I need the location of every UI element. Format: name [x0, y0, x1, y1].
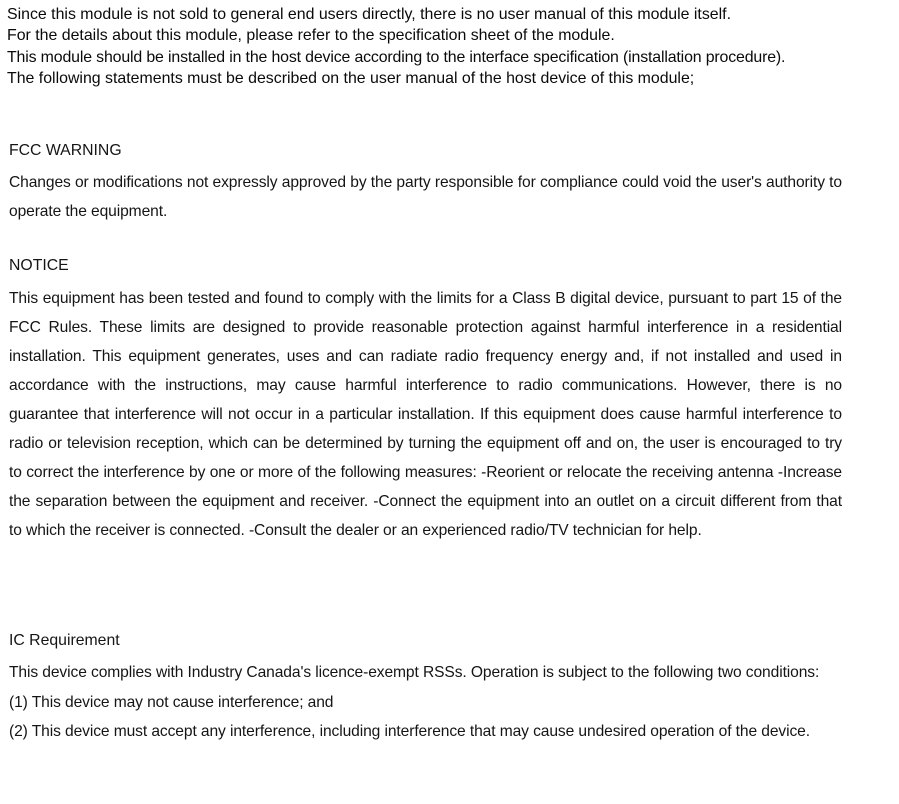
ic-condition-2: (2) This device must accept any interference, including interference that may cause undesired operation of the device. — [9, 722, 810, 740]
intro-line-3: This module should be installed in the host device according to the interface specification (installation procedure). — [7, 48, 786, 66]
fcc-warning-section — [9, 141, 842, 226]
fcc-warning-body: Changes or modifications not expressly approved by the party responsible for compliance could void the user's authority to operate the equipment. — [9, 174, 842, 220]
notice-section — [9, 256, 842, 545]
ic-requirement-section — [9, 631, 842, 746]
fcc-warning-heading: FCC WARNING — [9, 142, 122, 159]
intro-line-1: Since this module is not sold to general end users directly, there is no user manual of this module itself. — [7, 6, 731, 23]
notice-body: This equipment has been tested and found to comply with the limits for a Class B digital device, pursuant to part 15 of the FCC Rules. These limits are designed to provide reasonable protection against harmful interference in a residential installation. This equipment generates, uses and can radiate radio frequency energy and, if not installed and used in accordance with the instructions, may cause harmful interference to radio communications. However, there is no guarantee that interference will not occur in a particular installation. If this equipment does cause harmful interference to radio or television reception, which can be determined by turning the equipment off and on, the user is encouraged to try to correct the interference by one or more of the following measures: -Reorient or relocate the receiving antenna -Increase the separation between the equipment and receiver. -Connect the equipment into an outlet on a circuit different from that to which the receiver is connected. -Consult the dealer or an experienced radio/TV technician for help. — [9, 290, 842, 539]
ic-condition-1: (1) This device may not cause interference; and — [9, 693, 334, 711]
intro-line-2: For the details about this module, please refer to the specification sheet of the module. — [7, 27, 615, 45]
intro-paragraph — [7, 4, 897, 90]
ic-requirement-heading: IC Requirement — [9, 632, 120, 649]
intro-line-4: The following statements must be described on the user manual of the host device of this module; — [7, 70, 695, 88]
ic-requirement-body: This device complies with Industry Canada's licence-exempt RSSs. Operation is subject to the following two conditions: — [9, 664, 820, 681]
notice-heading: NOTICE — [9, 257, 69, 274]
